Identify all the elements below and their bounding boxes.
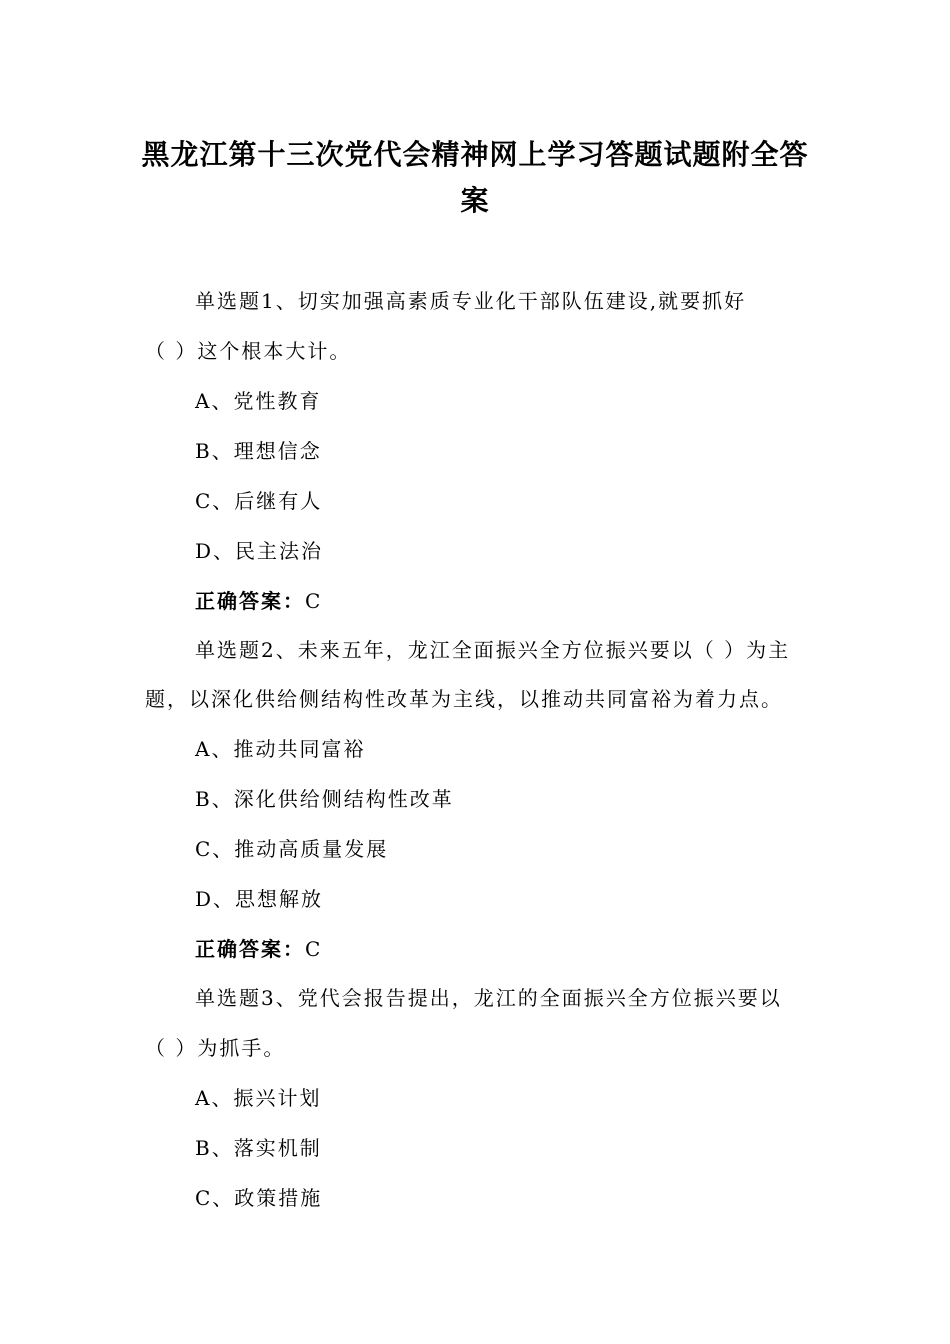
question-1-stem-line-1: 单选题1、切实加强高素质专业化干部队伍建设,就要抓好 (195, 289, 747, 313)
answer-value: C (305, 937, 323, 961)
question-2-option-d: D、思想解放 (195, 887, 324, 911)
question-2-answer (195, 936, 322, 962)
question-2-option-b: B、深化供给侧结构性改革 (195, 787, 454, 811)
question-1-option-d: D、民主法治 (195, 539, 324, 563)
title-line-2: 案 (460, 184, 490, 217)
question-2-stem-line-1: 单选题2、未来五年，龙江全面振兴全方位振兴要以（ ）为主 (195, 638, 791, 662)
question-3-stem-line-2: （ ）为抓手。 (145, 1036, 286, 1060)
answer-label: 正确答案： (195, 937, 305, 961)
question-1-answer (195, 588, 322, 614)
question-3-option-a: A、振兴计划 (195, 1086, 322, 1110)
question-1-option-c: C、后继有人 (195, 489, 323, 513)
question-1-stem-line-2: （ ）这个根本大计。 (145, 339, 352, 363)
question-2-stem-line-2: 题，以深化供给侧结构性改革为主线，以推动共同富裕为着力点。 (145, 687, 783, 711)
question-1-option-a: A、党性教育 (195, 389, 322, 413)
question-3-option-b: B、落实机制 (195, 1136, 322, 1160)
question-2-option-a: A、推动共同富裕 (195, 737, 366, 761)
answer-value: C (305, 589, 323, 613)
document-title (140, 132, 810, 224)
question-1-option-b: B、理想信念 (195, 439, 322, 463)
question-2-option-c: C、推动高质量发展 (195, 837, 389, 861)
question-3-option-c: C、政策措施 (195, 1186, 323, 1210)
question-3-stem-line-1: 单选题3、党代会报告提出，龙江的全面振兴全方位振兴要以 (195, 986, 782, 1010)
answer-label: 正确答案： (195, 589, 305, 613)
title-line-1: 黑龙江第十三次党代会精神网上学习答题试题附全答 (141, 138, 809, 171)
